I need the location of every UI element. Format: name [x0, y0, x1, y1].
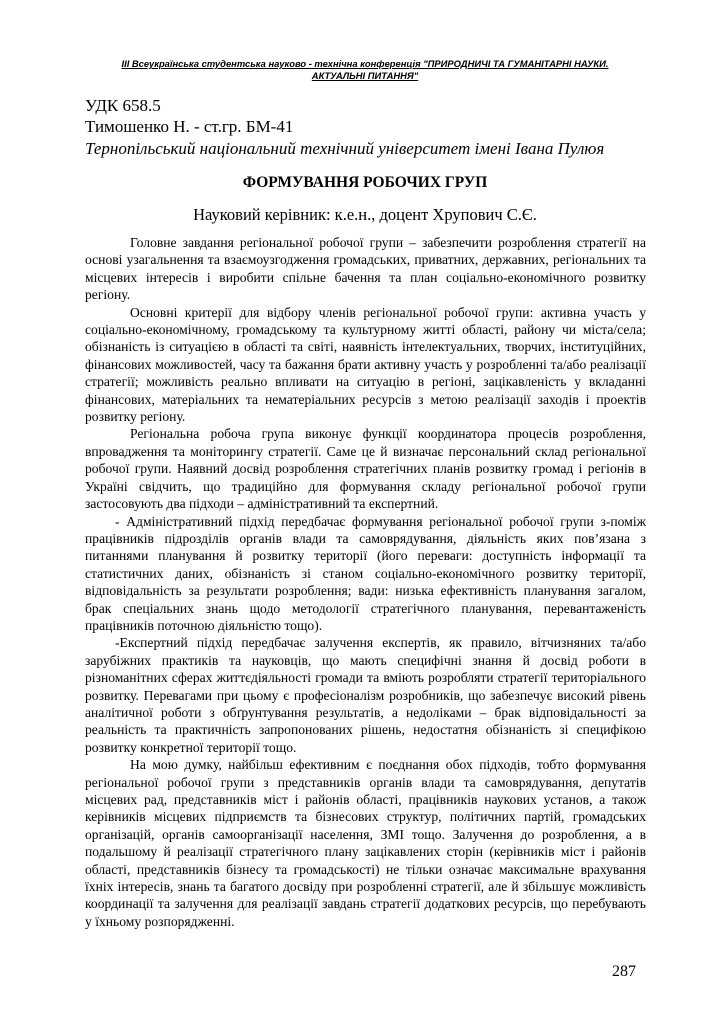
- udc-code: УДК 658.5: [85, 96, 161, 115]
- conference-header: [60, 58, 670, 82]
- paragraph-selection-criteria: Основні критерії для відбору членів регіональної робочої групи: активна участь у соціально-економічному, громадському та культурному житті області, району чи міста/села; обізнаність із ситуацією в області та світі, наявність інтелектуальних, творчих, інституційних, фінансових можливостей, часу та бажання брати активну участь у розробленні та/або реалізації стратегії; можливість реально впливати на ситуацію в регіоні, зацікавленість у вкладанні фінансових, матеріальних та нематеріальних ресурсів з метою реалізації заходів і проектів розвитку регіону.: [85, 304, 646, 425]
- conference-header-line-2: АКТУАЛЬНІ ПИТАННЯ": [311, 70, 419, 81]
- paragraph-main-task: Головне завдання регіональної робочої групи – забезпечити розроблення стратегії на основі узагальнення та взаємоузгодження громадських, приватних, державних, регіональних та місцевих інтересів і виробити спільне бачення та план соціально-економічного розвитку регіону.: [85, 235, 646, 303]
- paragraph-expert-approach: -Експертний підхід передбачає залучення експертів, як правило, вітчизняних та/або зарубіжних практиків та науковців, що мають специфічні знання й досвід роботи в різноманітних сферах життєдіяльності громади та вміють розробляти стратегії територіального розвитку. Перевагами при цьому є професіоналізм розробників, що забезпечує високий рівень аналітичної роботи з обґрунтування результатів, а недоліками – брак відповідальності за реальність та практичність запропонованих рішень, недостатня обізнаність зі специфікою розвитку конкретної території тощо.: [85, 635, 646, 755]
- paragraph-conclusion: На мою думку, найбільш ефективним є поєднання обох підходів, тобто формування регіональної робочої групи з представників органів влади та самоврядування, депутатів місцевих рад, представників міст і районів області, працівників наукових установ, а також керівників місцевих підприємств та бізнесових структур, політичних партій, громадських організацій, органів самоорганізації населення, ЗМІ тощо. Залучення до розроблення, а в подальшому й реалізації стратегічного плану зацікавлених сторін (керівників міст і районів області, представників бізнесу та громадськості) не тільки означає максимальне врахування їхніх інтересів, знань та багатого досвіду при розробленні стратегії, але й збільшує можливість координації та залучення для реалізації завдань стратегії додаткових ресурсів, що перебувають у їхньому розпорядженні.: [85, 757, 646, 929]
- body-text: [85, 234, 646, 930]
- paper-title: ФОРМУВАННЯ РОБОЧИХ ГРУП: [242, 174, 488, 191]
- page-number: 287: [612, 963, 636, 980]
- affiliation: Тернопільський національний технічний університет імені Івана Пулюя: [85, 139, 605, 158]
- paragraph-group-functions: Регіональна робоча група виконує функції координатора процесів розроблення, впровадження та моніторингу стратегії. Саме це й визначає персональний склад регіональної робочої групи. Наявний досвід розроблення стратегічних планів розвитку громад і регіонів в Україні свідчить, що традиційно для формування складу регіональної робочої групи застосовують два підходи – адміністративний та експертний.: [85, 426, 646, 512]
- paragraph-administrative-approach: - Адміністративний підхід передбачає формування регіональної робочої групи з-поміж працівників підрозділів органів влади та самоврядування, діяльність яких пов’язана з питаннями планування й розвитку території (його переваги: доступність інформації та статистичних даних, обізнаність зі станом соціально-економічного розвитку території, відповідальність за результати розроблення; вади: низька ефективність планування загалом, брак спеціальних знань щодо методології стратегічного планування, перевантаженість працівників поточною діяльністю тощо).: [85, 513, 646, 633]
- author-line: Тимошенко Н. - ст.гр. БМ-41: [85, 117, 294, 136]
- supervisor-line: Науковий керівник: к.е.н., доцент Хрупович С.Є.: [193, 205, 537, 224]
- conference-header-line-1: ІІІ Всеукраїнська студентська науково - технічна конференція "ПРИРОДНИЧІ ТА ГУМАНІТАРНІ НАУКИ.: [121, 58, 609, 69]
